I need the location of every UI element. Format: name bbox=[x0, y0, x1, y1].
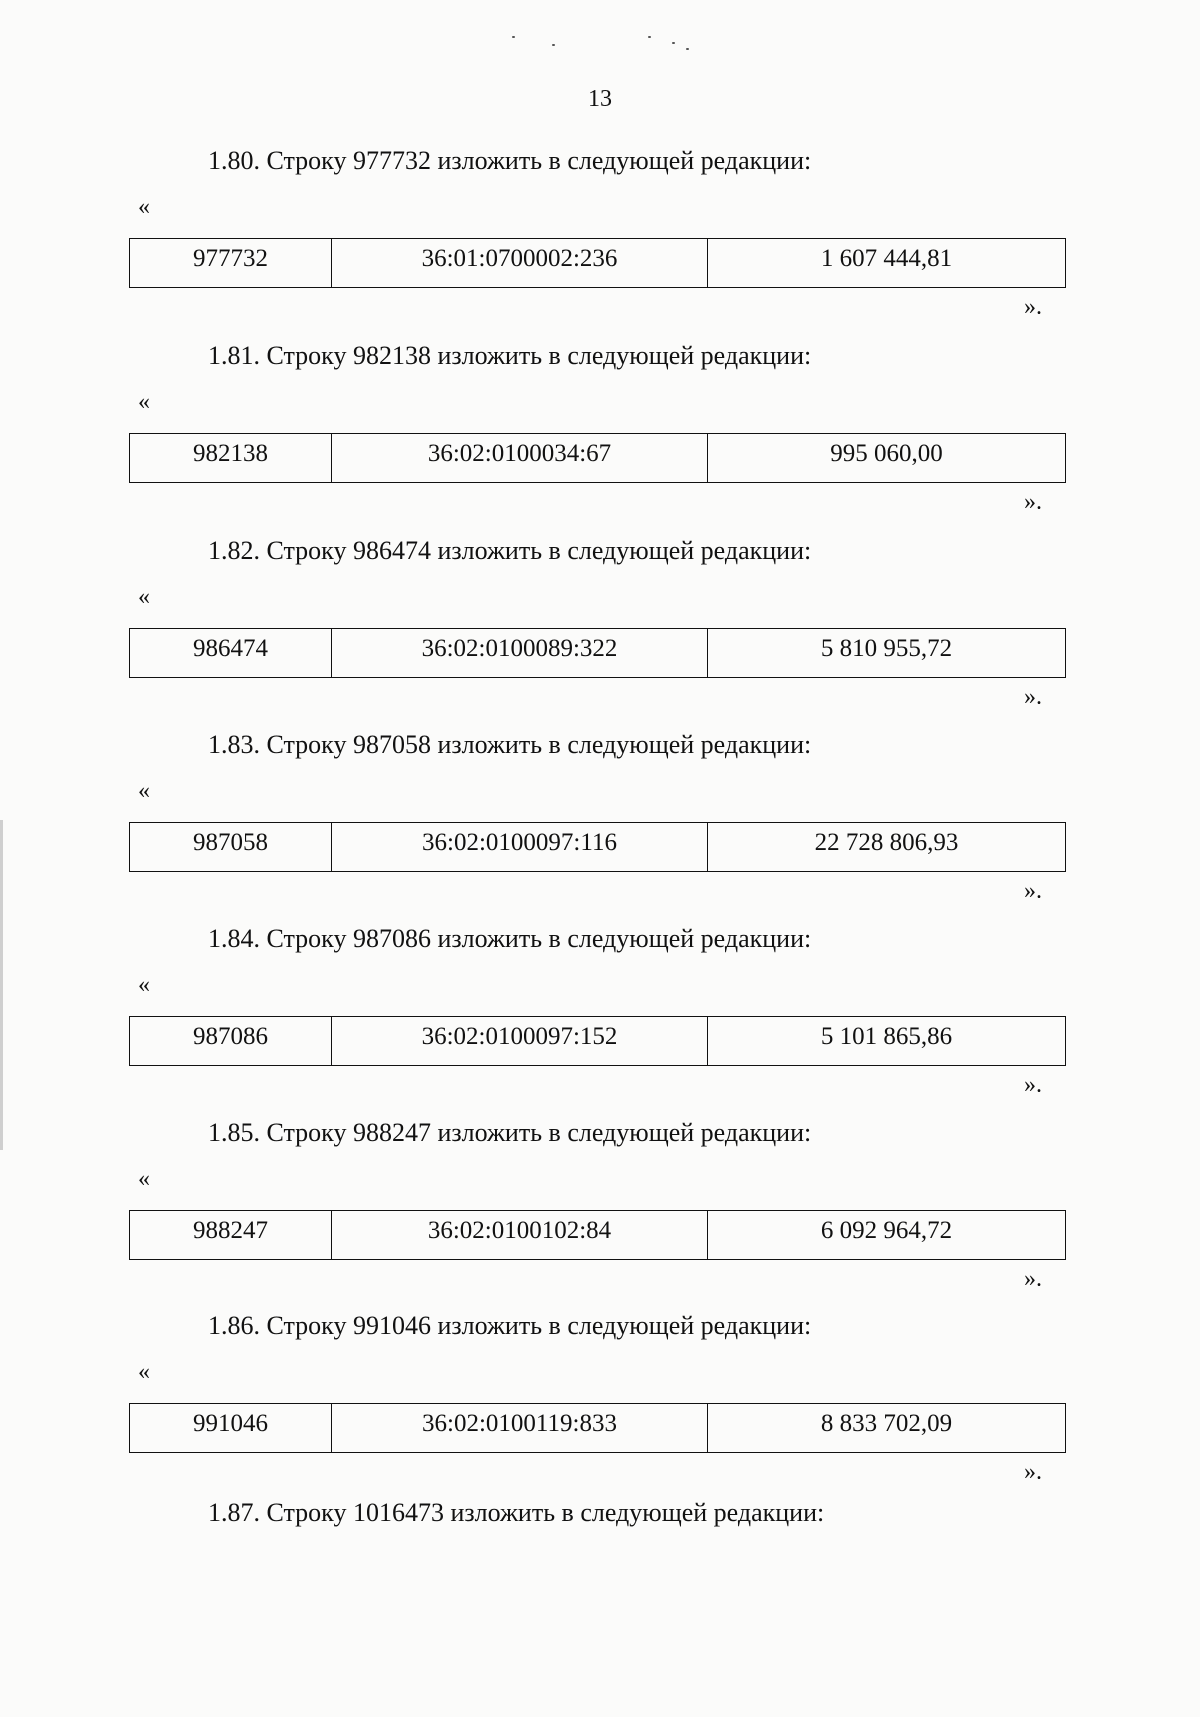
section-heading-1.87: 1.87. Строку 1016473 изложить в следующей редакции: bbox=[208, 1498, 825, 1527]
row-number-cell: 982138 bbox=[130, 434, 332, 483]
amendment-section-1.86 bbox=[0, 1311, 1200, 1501]
row-number-cell: 987058 bbox=[130, 823, 332, 872]
amended-row-table bbox=[129, 433, 1066, 483]
section-heading: 1.86. Строку 991046 изложить в следующей редакции: bbox=[208, 1311, 812, 1340]
page-number: 13 bbox=[588, 86, 612, 112]
opening-quote: « bbox=[138, 1359, 150, 1385]
amended-row-table bbox=[129, 1210, 1066, 1260]
row-number-cell: 991046 bbox=[130, 1404, 332, 1453]
table-row bbox=[130, 1211, 1066, 1260]
table-row bbox=[130, 823, 1066, 872]
value-cell: 5 810 955,72 bbox=[708, 629, 1066, 678]
closing-quote: ». bbox=[1024, 294, 1042, 320]
closing-quote: ». bbox=[1024, 1266, 1042, 1292]
amended-row-table bbox=[129, 628, 1066, 678]
closing-quote: ». bbox=[1024, 684, 1042, 710]
closing-quote: ». bbox=[1024, 489, 1042, 515]
section-heading: 1.85. Строку 988247 изложить в следующей редакции: bbox=[208, 1118, 812, 1147]
closing-quote: ». bbox=[1024, 1072, 1042, 1098]
opening-quote: « bbox=[138, 584, 150, 610]
opening-quote: « bbox=[138, 194, 150, 220]
row-number-cell: 986474 bbox=[130, 629, 332, 678]
section-heading: 1.80. Строку 977732 изложить в следующей редакции: bbox=[208, 146, 812, 175]
table-row bbox=[130, 629, 1066, 678]
cadastral-number-cell: 36:02:0100097:152 bbox=[332, 1017, 708, 1066]
value-cell: 5 101 865,86 bbox=[708, 1017, 1066, 1066]
amendment-section-1.80 bbox=[0, 146, 1200, 336]
section-heading: 1.82. Строку 986474 изложить в следующей редакции: bbox=[208, 536, 812, 565]
opening-quote: « bbox=[138, 1166, 150, 1192]
amendment-section-1.85 bbox=[0, 1118, 1200, 1308]
section-heading: 1.83. Строку 987058 изложить в следующей редакции: bbox=[208, 730, 812, 759]
opening-quote: « bbox=[138, 972, 150, 998]
row-number-cell: 988247 bbox=[130, 1211, 332, 1260]
row-number-cell: 977732 bbox=[130, 239, 332, 288]
amendment-section-1.81 bbox=[0, 341, 1200, 531]
table-row bbox=[130, 239, 1066, 288]
closing-quote: ». bbox=[1024, 1459, 1042, 1485]
value-cell: 6 092 964,72 bbox=[708, 1211, 1066, 1260]
amendment-section-1.82 bbox=[0, 536, 1200, 726]
value-cell: 22 728 806,93 bbox=[708, 823, 1066, 872]
section-heading: 1.84. Строку 987086 изложить в следующей редакции: bbox=[208, 924, 812, 953]
amendment-section-1.83 bbox=[0, 730, 1200, 920]
opening-quote: « bbox=[138, 778, 150, 804]
cadastral-number-cell: 36:02:0100089:322 bbox=[332, 629, 708, 678]
amended-row-table bbox=[129, 822, 1066, 872]
table-row bbox=[130, 1404, 1066, 1453]
amended-row-table bbox=[129, 1403, 1066, 1453]
value-cell: 8 833 702,09 bbox=[708, 1404, 1066, 1453]
amended-row-table bbox=[129, 1016, 1066, 1066]
value-cell: 1 607 444,81 bbox=[708, 239, 1066, 288]
table-row bbox=[130, 434, 1066, 483]
section-heading: 1.81. Строку 982138 изложить в следующей редакции: bbox=[208, 341, 812, 370]
amended-row-table bbox=[129, 238, 1066, 288]
cadastral-number-cell: 36:02:0100097:116 bbox=[332, 823, 708, 872]
cadastral-number-cell: 36:02:0100119:833 bbox=[332, 1404, 708, 1453]
cadastral-number-cell: 36:02:0100034:67 bbox=[332, 434, 708, 483]
table-row bbox=[130, 1017, 1066, 1066]
cadastral-number-cell: 36:01:0700002:236 bbox=[332, 239, 708, 288]
closing-quote: ». bbox=[1024, 878, 1042, 904]
row-number-cell: 987086 bbox=[130, 1017, 332, 1066]
amendment-section-1.84 bbox=[0, 924, 1200, 1114]
opening-quote: « bbox=[138, 389, 150, 415]
value-cell: 995 060,00 bbox=[708, 434, 1066, 483]
cadastral-number-cell: 36:02:0100102:84 bbox=[332, 1211, 708, 1260]
